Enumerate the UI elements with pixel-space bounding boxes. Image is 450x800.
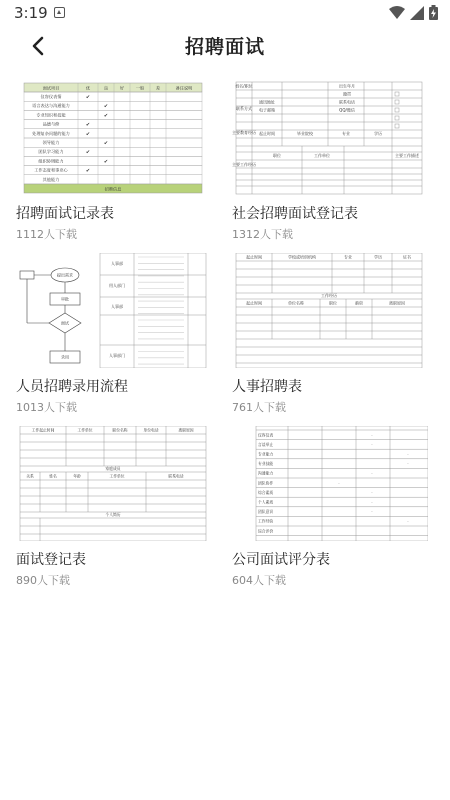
notification-a-icon [54,7,65,18]
template-thumbnail [16,426,212,541]
score-mark: · [371,489,373,495]
check-mark: ✔ [103,112,109,119]
thumb-footer: 招聘信息 [104,186,122,192]
template-title: 人员招聘录用流程 [16,379,128,395]
download-count: 1312人下载 [232,228,293,241]
check-mark: ✔ [85,149,91,156]
thumb-cell-text: 团队学习能力 [38,149,64,155]
thumb-cell-text: 工作单位 [109,473,125,479]
thumb-cell-text: 语言表达与沟通能力 [32,103,70,109]
thumb-cell-text: 联系方式 [236,106,252,111]
thumb-cell-text: 离职原因 [389,300,405,306]
check-mark: ✔ [103,158,109,165]
score-mark: · [407,461,409,467]
thumb-cell-text: 薪资 [355,300,363,306]
thumb-cell-text: 主要工作经历 [232,162,256,167]
thumb-cell-text: 电子邮箱 [259,107,275,113]
thumb-cell-text: 专业能力 [258,451,274,457]
check-mark: ✔ [85,94,91,101]
thumb-cell-text: 差 [155,85,161,91]
thumb-cell-text: 职位名称 [112,427,128,433]
thumb-cell-text: 学历 [374,131,382,136]
score-mark: · [371,499,373,505]
download-count: 761人下载 [232,401,286,414]
download-count: 890人下载 [16,574,70,587]
checkbox-mark [395,92,399,96]
flow-node: 提出需求 [57,272,73,278]
thumb-cell-text: 言谈举止 [258,441,274,447]
thumb-cell-text: 工作经验 [258,518,274,524]
score-mark: · [371,470,373,476]
template-thumbnail [16,80,212,195]
score-mark: · [371,432,373,438]
flow-note: 人事部门 [109,353,125,358]
template-thumbnail [232,426,428,541]
thumb-cell-text: 团队意识 [258,509,274,515]
status-icons [389,5,438,20]
status-bar [0,0,450,26]
thumb-cell-text: 关系 [26,473,34,479]
thumb-cell-text: 备注说明 [175,85,193,91]
check-mark: ✔ [85,131,91,138]
flow-node: 面试 [61,320,69,326]
template-thumbnail [16,253,212,368]
thumb-cell-text: 主要工作描述 [395,153,419,158]
thumb-cell-text: 职位 [329,300,337,306]
thumb-cell-text: 个人简历 [105,512,121,517]
thumb-cell-text: 毕业院校 [297,131,313,136]
thumb-cell-text: 综合素质 [258,489,274,495]
app-header [0,26,450,66]
score-mark: · [371,509,373,515]
flow-note: 用人部门 [109,283,125,288]
flow-note: 人事部 [111,261,123,266]
thumb-cell-text: 离职原因 [178,427,194,433]
thumb-cell-text: QQ/微信 [339,107,355,113]
thumb-cell-text: 家庭成员 [105,466,121,471]
thumb-cell-text: 籍贯 [343,91,351,97]
thumb-cell-text: 组织协调能力 [38,158,64,164]
thumb-cell-text: 学历 [374,254,382,260]
thumb-cell-text: 工作态度和事业心 [34,167,68,173]
thumb-cell-text: 姓名 [49,473,57,479]
thumb-cell-text: 面试项目 [42,85,60,91]
thumb-cell-text: 姓名/职位 [235,83,253,89]
thumb-cell-text: 专业 [342,131,350,136]
download-count: 604人下载 [232,574,286,587]
download-count: 1013人下载 [16,401,77,414]
thumb-cell-text: 仪容仪表情 [40,94,62,99]
thumb-cell-text: 年龄 [73,473,81,479]
status-time: 3:19 [14,4,48,22]
thumb-cell-text: 品德与修 [42,121,60,127]
thumb-cell-text: 领导能力 [42,140,60,145]
thumb-cell-text: 仪容仪表 [258,432,274,438]
template-title: 社会招聘面试登记表 [232,206,358,222]
signal-icon [410,6,424,20]
thumb-cell-text: 职位 [273,153,281,158]
template-card[interactable] [16,80,212,240]
thumb-cell-text: 处理复杂问题的能力 [32,130,70,136]
thumb-cell-text: 团队协作 [258,480,274,486]
score-mark: · [407,451,409,457]
thumb-cell-text: 单位名称 [288,300,304,306]
thumb-cell-text: 好 [119,85,125,91]
score-mark: · [338,480,340,486]
flow-node: 审批 [61,296,69,302]
thumb-cell-text: 专业 [344,254,352,260]
thumb-cell-text: 工作经历 [321,293,337,298]
thumb-cell-text: 专业技能 [258,461,274,467]
flow-node: 录用 [61,354,69,360]
thumb-cell-text: 其他能力 [42,176,60,182]
template-card[interactable] [16,253,212,413]
template-title: 招聘面试记录表 [16,206,114,222]
thumb-cell-text: 主要教育经历 [232,130,256,135]
template-title: 公司面试评分表 [232,552,330,568]
thumb-cell-text: 综合评价 [258,528,274,534]
check-mark: ✔ [85,122,91,129]
template-thumbnail [232,80,428,195]
thumb-cell-text: 单位电话 [143,427,159,433]
template-card[interactable] [232,426,428,586]
thumb-cell-text: 证书 [403,254,411,260]
checkbox-mark [395,116,399,120]
battery-charging-icon [429,5,438,20]
thumb-cell-text: 沟通能力 [258,470,274,476]
page-title: 招聘面试 [184,36,265,58]
thumb-cell-text: 工作单位 [77,427,93,433]
thumb-cell-text: 专业知识和技能 [36,112,66,118]
score-mark: · [371,441,373,447]
thumb-cell-text: 通讯地址 [259,99,275,105]
template-thumbnail [232,253,428,368]
checkbox-mark [395,100,399,104]
template-card[interactable] [16,426,212,586]
template-title: 面试登记表 [16,552,86,568]
check-mark: ✔ [103,103,109,110]
template-card[interactable] [232,80,428,240]
check-mark: ✔ [85,168,91,175]
checkbox-mark [395,108,399,112]
thumb-cell-text: 起止时间 [246,254,262,260]
thumb-cell-text: 学校或培训机构 [288,254,316,260]
download-count: 1112人下载 [16,228,77,241]
thumb-cell-text: 起止时间 [246,300,262,306]
thumb-cell-text: 个人素质 [258,499,274,505]
template-title: 人事招聘表 [232,379,302,395]
thumb-cell-text: 工作起止时间 [31,427,55,433]
check-mark: ✔ [103,140,109,147]
thumb-cell-text: 一般 [135,85,145,91]
thumb-cell-text: 起止时间 [259,131,275,136]
thumb-cell-text: 出生年月 [339,83,355,89]
flow-note: 人事部 [111,304,123,309]
template-card[interactable] [232,253,428,413]
wifi-icon [389,6,405,20]
thumb-cell-text: 良 [103,85,109,91]
score-mark: · [407,518,409,524]
thumb-cell-text: 联系电话 [339,99,355,105]
checkbox-mark [395,124,399,128]
thumb-cell-text: 联系电话 [168,473,184,479]
thumb-cell-text: 工作单位 [314,153,330,158]
thumb-cell-text: 优 [85,85,91,91]
